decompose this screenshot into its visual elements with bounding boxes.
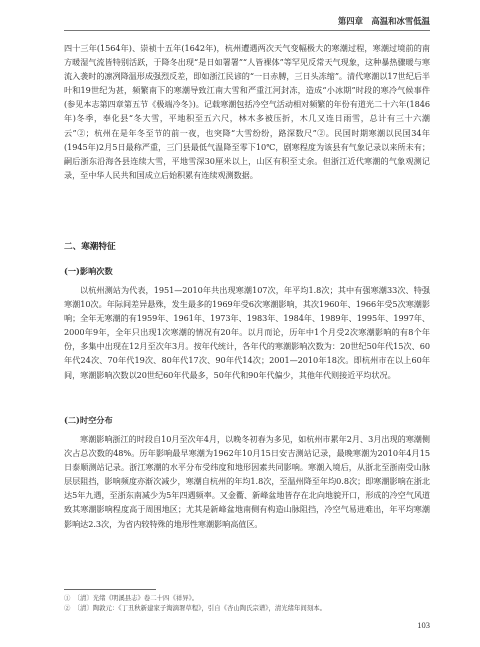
footnote-2: ② 〔清〕陶敦元：《丁丑秋新建家子淘滴署草程》，引自《杏山陶氏宗谱》，清光绪年间刻本。 (64, 604, 326, 612)
paragraph-distribution: 寒潮影响浙江的时段自10月至次年4月，以晚冬初春为多见，如杭州市累年2月、3月出现的寒潮侧次占总次数的48%。历年影响最早寒潮为1962年10月15日安吉测站记录，最晚寒潮为2010年4月15日泰顺测站记录。浙江寒潮的水平分布受纬度和地形因素共同影响。寒潮入境后，从浙北至浙南受山脉层层阻挡，影响频度亦渐次减少，寒潮自杭州的年均1.8次，至温州降至年均0.8次；即寒潮影响在浙北达5年九遇，至浙东南减少为5年四遇频率。又金衢、新峰盆地皆存在北向地貌开口，形成的冷空气风道致其寒潮影响程度高于周围地区；尤其是新峰盆地南侧有构造山脉阻挡，冷空气易进难出，年平均寒潮影响达2.3次，为省内较特殊的地形性寒潮影响高值区。 (64, 434, 430, 529)
page-number: 103 (417, 620, 430, 630)
page-header (64, 14, 430, 31)
paragraph-frequency: 以杭州测站为代表，1951—2010年共出现寒潮107次，年平均1.8次；其中有强寒潮33次、特强寒潮10次。年际间差异悬殊，发生最多的1969年受6次寒潮影响，其次1960年、1966年受5次寒潮影响；全年无寒潮的有1959年、1961年、1973年、1983年、1984年、1989年、1995年、1997年、2000年9年，全年只出现1次寒潮的情况有20年。以月而论，历年中1个月受2次寒潮影响的有8个年份，多集中出现在12月至次年3月。按年代统计，各年代的寒潮影响次数为：20世纪50年代15次、60年代24次、70年代19次、80年代17次、90年代14次；2001—2010年18次。即杭州市在以上60年间，寒潮影响次数以20世纪60年代最多，50年代和90年代偏少，其他年代则接近平均状况。 (64, 285, 430, 380)
subsection-heading-distribution: (二)时空分布 (64, 415, 113, 425)
paragraph-historical-records: 四十三年(1564年)、崇祯十五年(1642年)，杭州遭遇两次天气变幅极大的寒潮过程，寒潮过境前的南方暖湿气流皆特别活跃，于降冬出现“是日如署署”“人皆裸体”等罕见反常天气现象，这种暴热骤暖与寒流入袭时的凛冽降温形成强烈反差，即如浙江民谚的“一日赤膊，三日头冻缩”。清代寒潮以17世纪后半叶和19世纪为甚，频繁南下的寒潮导致江南大雪和严重江河封冻，造成“小冰期”时段的寒冷气候事件(参见本志第四章第五节《极端冷冬》)。记载寒潮包括冷空气活动相对频繁的年份有道光二十六年(1846年)冬季，奉化县“冬大雪，平地积至五六尺，林木多被压折，木几又连日雨雪，总计有三十六潮云”②；杭州在是年冬至节的前一夜，也突降“大雪纷纷，路深数尺”②。民国时期寒潮以民国34年(1945年)2月5日最称严重，三门县最低气温降至零下10℃，剧寒程度为该县有气象记录以来所未有；嗣后浙东沿海各县连续大雪，平地雪深30厘米以上，山区有积至丈余。但浙江近代寒潮的气象观测记录，至中华人民共和国成立后始积累有连续观测数据。 (64, 43, 430, 180)
running-head: 第四章 高温和冰雪低温 (337, 16, 430, 26)
footnote-divider (64, 589, 156, 590)
subsection-heading-frequency: (一)影响次数 (64, 266, 113, 276)
footnote-1: ① 〔清〕光绪《明溪县志》卷二十四《祥异》。 (64, 594, 199, 602)
section-heading: 二、寒潮特征 (64, 242, 116, 252)
